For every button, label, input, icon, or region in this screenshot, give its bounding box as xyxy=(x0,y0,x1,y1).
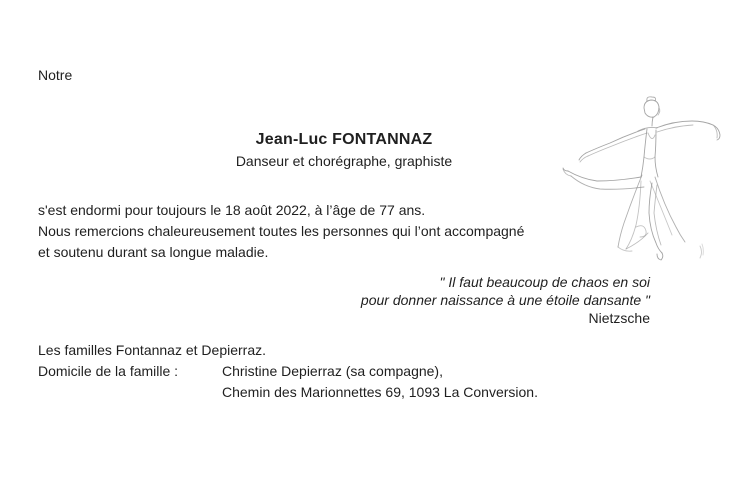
body-line-1: s'est endormi pour toujours le 18 août 2022, à l’âge de 77 ans. xyxy=(38,202,426,218)
opening-word: Notre xyxy=(38,67,73,83)
body-line-3: et soutenu durant sa longue maladie. xyxy=(38,244,269,260)
family-info xyxy=(38,340,658,403)
ballet-dancer-sketch-icon xyxy=(552,95,727,265)
domicile-name: Christine Depierraz (sa compagne), xyxy=(222,363,443,379)
notice-body xyxy=(38,200,628,263)
nietzsche-quote xyxy=(250,273,650,327)
families-line: Les familles Fontannaz et Depierraz. xyxy=(38,342,266,358)
deceased-profession: Danseur et chorégraphe, graphiste xyxy=(235,153,453,169)
quote-line-1: " Il faut beaucoup de chaos en soi xyxy=(439,274,650,290)
domicile-row xyxy=(38,361,658,382)
body-line-2: Nous remercions chaleureusement toutes les personnes qui l’ont accompagné xyxy=(38,223,525,239)
domicile-address: Chemin des Marionnettes 69, 1093 La Conversion. xyxy=(222,384,538,400)
deceased-name: Jean-Luc FONTANNAZ xyxy=(255,131,433,148)
domicile-label: Domicile de la famille : xyxy=(38,363,179,379)
quote-attribution: Nietzsche xyxy=(588,310,650,326)
quote-line-2: pour donner naissance à une étoile dansante " xyxy=(360,292,650,308)
